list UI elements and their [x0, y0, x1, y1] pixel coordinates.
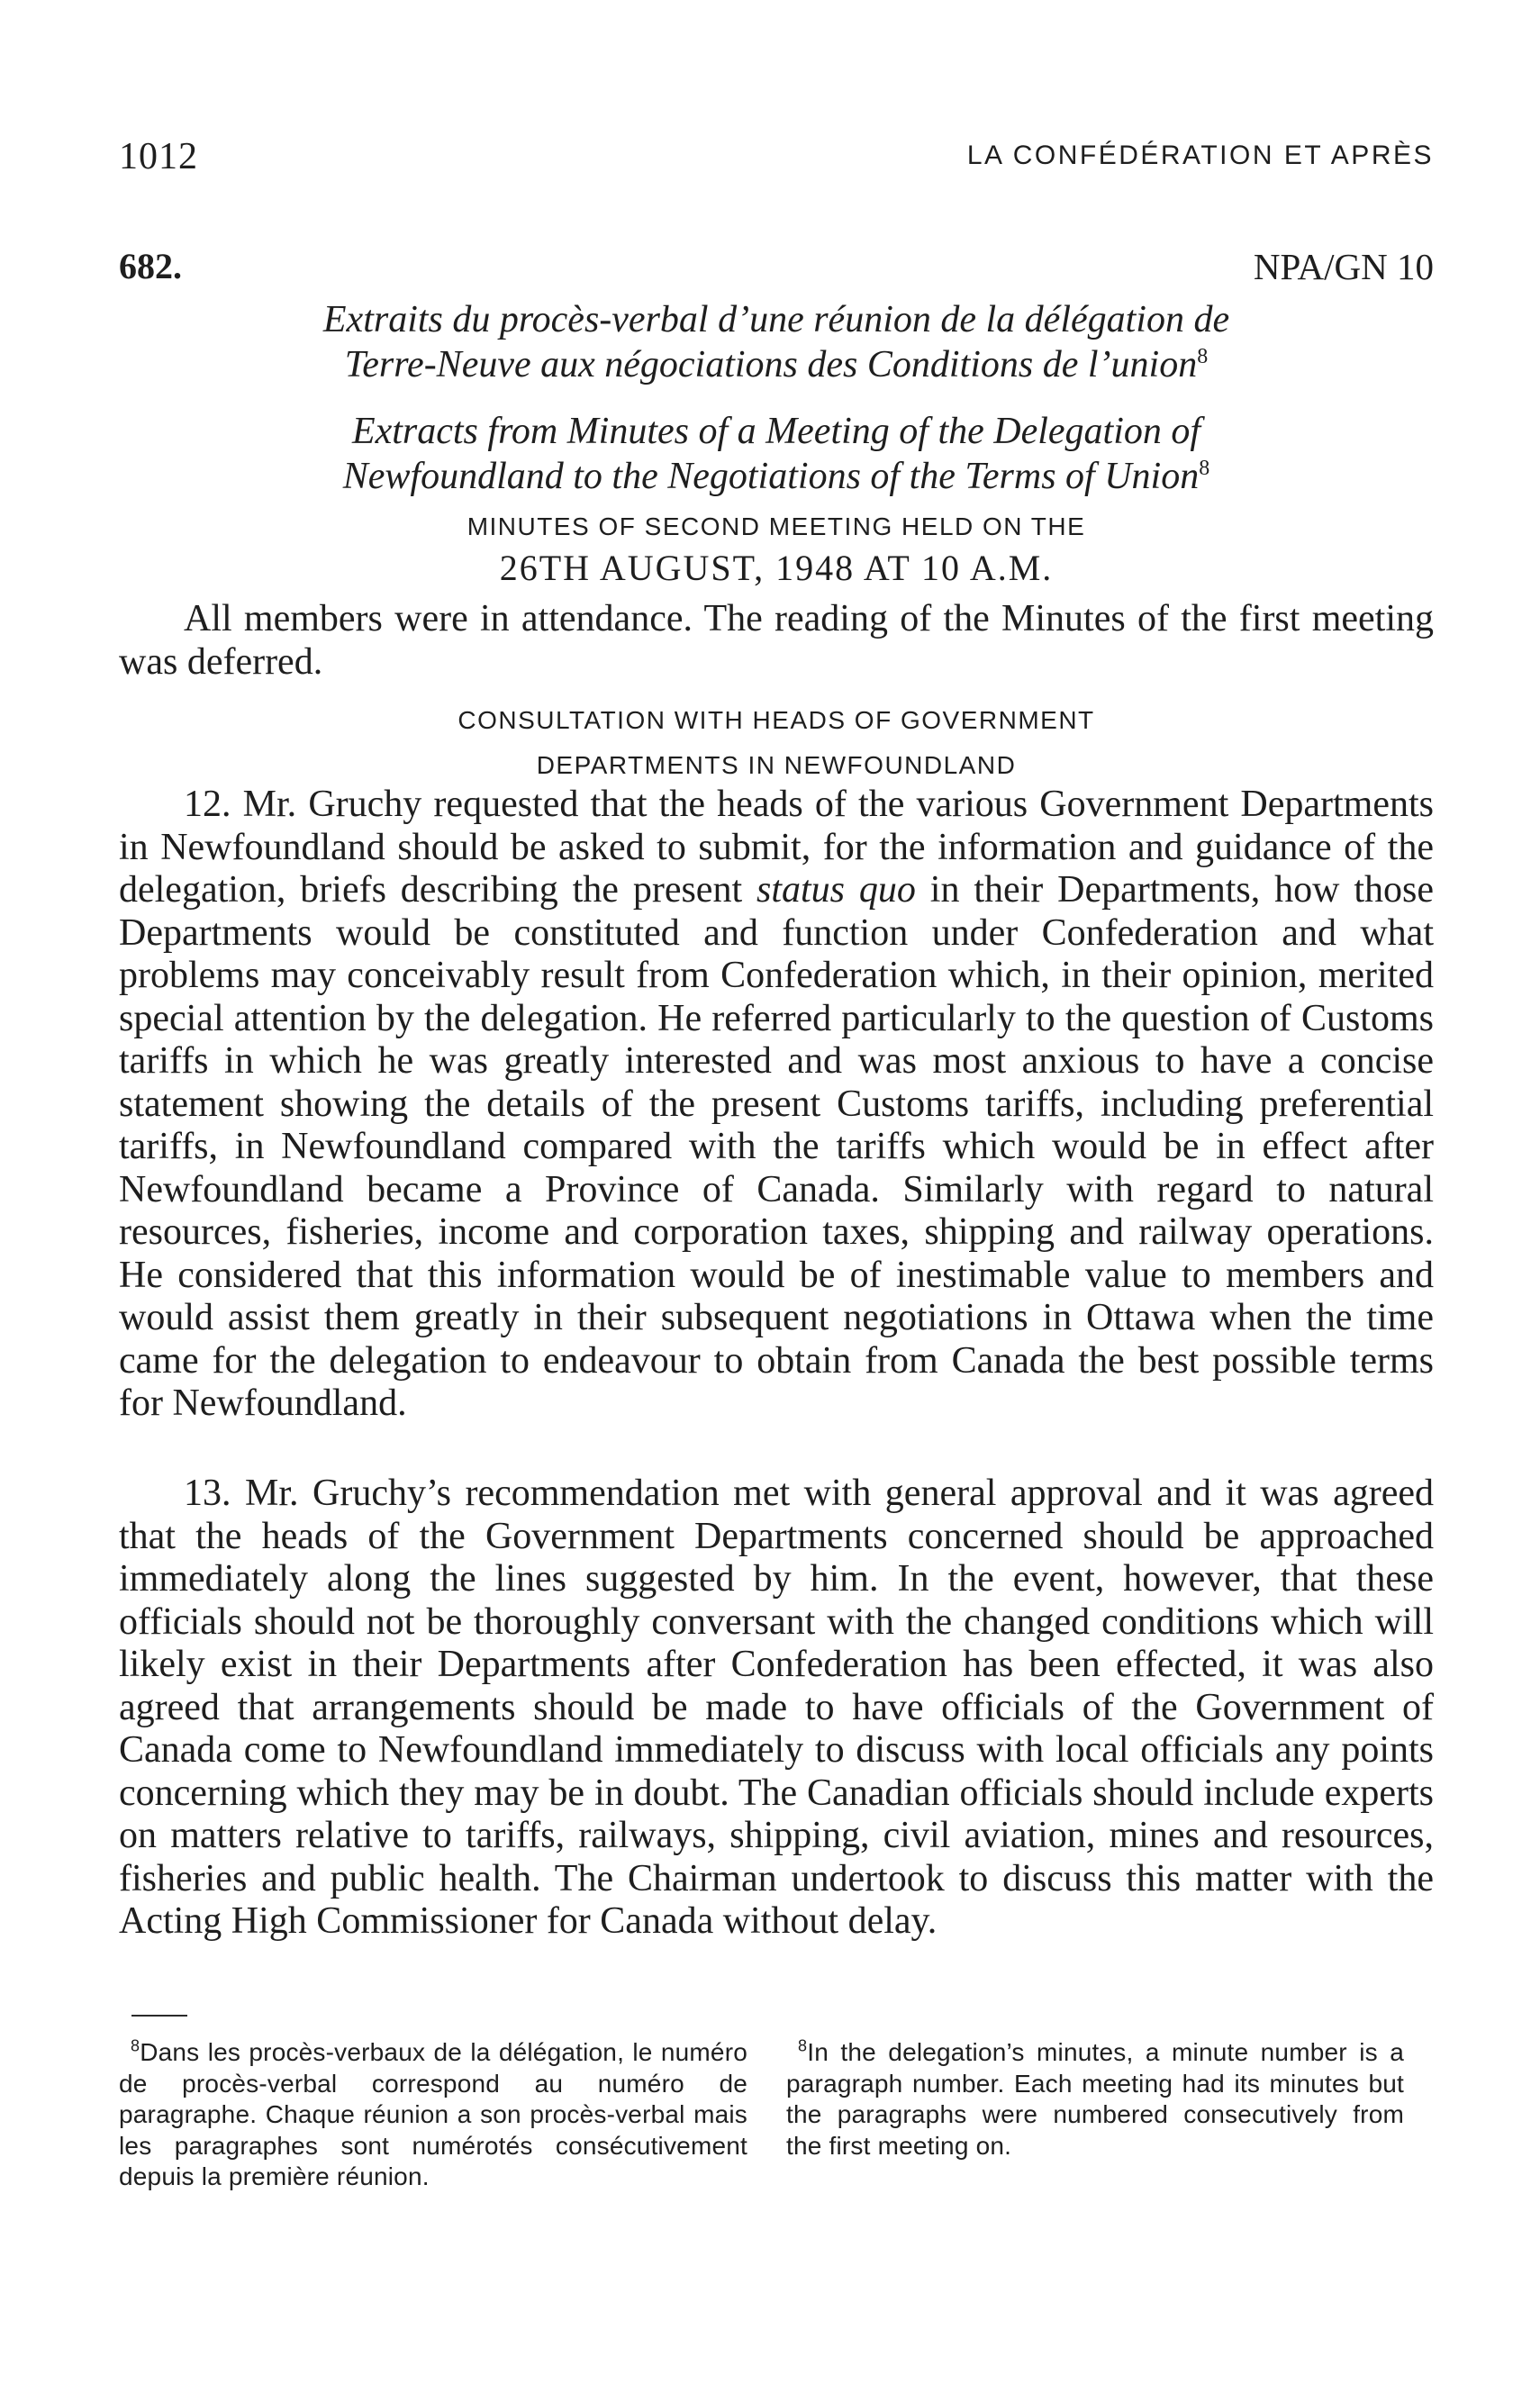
footnote-french	[119, 2037, 747, 2193]
footnote-english-mark: 8	[798, 2036, 808, 2055]
paragraph-13: 13. Mr. Gruchy’s recommendation met with general approval and it was agreed that the heads of the Government Departments concerned should be approached immediately along the lines suggested by him. In the event, however, that these officials should not be thoroughly conversant with the changed conditions which will likely exist in their Departments after Confederation has been effected, it was also agreed that arrangements should be made to have officials of the Government of Canada come to Newfoundland immediately to discuss with local officials any points concerning which they may be in doubt. The Canadian officials should include experts on matters relative to tariffs, railways, shipping, civil aviation, mines and resources, fisheries and public health. The Chairman undertook to discuss this matter with the Acting High Commissioner for Canada without delay.	[119, 1473, 1434, 1942]
english-title-line-2-text: Newfoundland to the Negotiations of the Terms of Union	[342, 456, 1200, 497]
english-title-footnote-mark: 8	[1199, 457, 1210, 480]
french-title-line-1: Extraits du procès-verbal d’une réunion de la délégation de	[322, 299, 1230, 340]
section-heading	[119, 698, 1434, 788]
minutes-date: 26TH AUGUST, 1948 AT 10 A.M.	[499, 548, 1054, 588]
footnote-french-text: Dans les procès-verbaux de la délégation, le numéro de procès-verbal correspond au numéro de paragraphe. Chaque réunion a son procès-verbal mais les paragraphes sont numérotés consécutivement depuis la première réunion.	[119, 2038, 747, 2190]
footnote-divider	[131, 2015, 187, 2017]
french-title	[119, 297, 1434, 387]
french-title-line-2-text: Terre-Neuve aux négociations des Conditions de l’union	[344, 344, 1198, 385]
english-title-line-1: Extracts from Minutes of a Meeting of the Delegation of	[351, 411, 1201, 452]
attendance-paragraph: All members were in attendance. The reading of the Minutes of the first meeting was deferred.	[119, 598, 1434, 683]
document-number: 682.	[119, 246, 182, 286]
document-header	[119, 245, 1434, 299]
paragraph-12	[119, 784, 1434, 1426]
footnote-french-mark: 8	[131, 2036, 140, 2055]
english-title-line-2	[119, 454, 1434, 499]
paragraph-12-text-start: 12. Mr. Gruchy requested that the heads of the various Government Departments in Newfoundland should be asked to submit, for the information and guidance of the delegation, briefs describing the present	[119, 784, 1434, 911]
archive-reference: NPA/GN 10	[1253, 246, 1434, 287]
english-title	[119, 409, 1434, 499]
french-title-line-2	[119, 342, 1434, 387]
french-title-footnote-mark: 8	[1197, 345, 1209, 368]
page-number: 1012	[119, 136, 198, 177]
footnote-english-text: In the delegation’s minutes, a minute number is a paragraph number. Each meeting had its minutes but the paragraphs were numbered consecutively from the first meeting on.	[786, 2038, 1404, 2160]
footnote-english	[786, 2037, 1404, 2162]
running-head	[119, 135, 1434, 189]
section-heading-line-2: DEPARTMENTS IN NEWFOUNDLAND	[536, 751, 1017, 779]
paragraph-12-italic-phrase: status quo	[756, 869, 916, 911]
section-heading-line-1: CONSULTATION WITH HEADS OF GOVERNMENT	[457, 706, 1095, 734]
minutes-heading: MINUTES OF SECOND MEETING HELD ON THE	[467, 512, 1086, 540]
running-title: LA CONFÉDÉRATION ET APRÈS	[966, 140, 1434, 170]
paragraph-12-text-end: in their Departments, how those Departments would be constituted and function under Confederation and what problems may conceivably result from Confederation which, in their opinion, merited special attention by the delegation. He referred particularly to the question of Customs tariffs in which he was greatly interested and was most anxious to have a concise statement showing the details of the present Customs tariffs, including preferential tariffs, in Newfoundland compared with the tariffs which would be in effect after Newfoundland became a Province of Canada. Similarly with regard to natural resources, fisheries, income and corporation taxes, shipping and railway operations. He considered that this information would be of inestimable value to members and would assist them greatly in their subsequent negotiations in Ottawa when the time came for the delegation to endeavour to obtain from Canada the best possible terms for Newfoundland.	[119, 869, 1435, 1424]
